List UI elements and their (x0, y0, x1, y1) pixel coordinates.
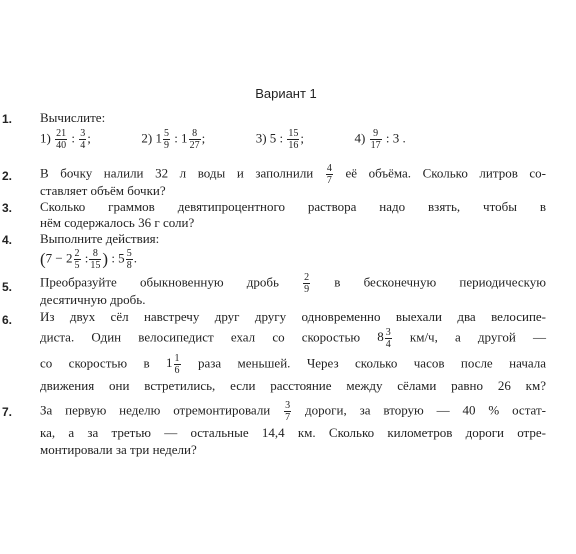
problem-number: 5. (2, 280, 13, 294)
problem-1-items: 1) $\frac{21}{40}$ : $\frac{3}{4}$ ; 2) 1 $\frac{5}{9}$ : 1 $\frac{8}{27}$ ; 3) 5 : $\frac{15}{16}$ ; 4) $\frac{9}{17}$ : 3 . (40, 128, 406, 151)
problem-number: 3. (2, 201, 13, 215)
problem-number: 2. (2, 169, 13, 183)
fraction: $\frac{2}{5}$ (74, 248, 80, 271)
fraction: $\frac{21}{40}$ (56, 128, 67, 151)
problem-text: ка, а за третью — остальные 14,4 км. Сколько километров дороги отре- (40, 425, 546, 440)
problem-number: 4. (2, 233, 13, 247)
problem-text: Выполните действия: (40, 231, 160, 246)
fraction: $\frac{5}{8}$ (126, 248, 132, 271)
fraction: $\frac{8}{15}$ (90, 248, 101, 271)
fraction: $\frac{2}{9}$ (304, 272, 310, 295)
page-title: Вариант 1 (255, 86, 317, 101)
mixed-number: 8 $\frac{3}{4}$ (377, 327, 391, 350)
item-label: 4) (354, 130, 366, 146)
fraction: $\frac{5}{9}$ (163, 128, 169, 151)
problem-text: движения они встретились, если расстояние между сёлами равно 26 км? (40, 378, 546, 393)
problem-number: 1. (2, 112, 13, 126)
fraction: $\frac{3}{4}$ (80, 128, 86, 151)
problem-text: Вычислите: (40, 110, 106, 125)
fraction: $\frac{3}{7}$ (285, 400, 291, 423)
problem-text: За первую неделю отремонтировали $\frac{3}{7}$ дороги, за вторую — 40 % остат- (40, 400, 546, 423)
item-label: 1) (40, 130, 51, 146)
fraction: $\frac{9}{17}$ (370, 128, 381, 151)
problem-text: В бочку налили 32 л воды и заполнили $\frac{4}{7}$ её объёма. Сколько литров со- (40, 163, 547, 186)
item-label: 3) (255, 130, 267, 146)
problem-number: 7. (2, 405, 13, 419)
problem-text: диста. Один велосипедист ехал со скоростью 8 $\frac{3}{4}$ км/ч, а другой — (40, 327, 546, 350)
fraction: $\frac{4}{7}$ (326, 163, 332, 186)
problem-text: ставляет объём бочки? (40, 183, 166, 198)
problem-text: Из двух сёл навстречу друг другу одновременно выехали два велосипе- (40, 309, 546, 324)
problem-text: со скоростью в 1 $\frac{1}{6}$ раза меньшей. Через сколько часов после начала (40, 353, 547, 376)
problem-number: 6. (2, 313, 13, 327)
problem-text: Сколько граммов девятипроцентного раствора надо взять, чтобы в (40, 199, 546, 214)
fraction: $\frac{15}{16}$ (288, 128, 299, 151)
fraction: $\frac{8}{27}$ (189, 128, 200, 151)
problem-text: Преобразуйте обыкновенную дробь $\frac{2}{9}$ в бесконечную периодическую (40, 272, 546, 295)
item-label: 2) (141, 130, 153, 146)
problem-text: нём содержалось 36 г соли? (40, 215, 195, 230)
problem-text: монтировали за три недели? (40, 442, 197, 457)
problem-text: десятичную дробь. (40, 292, 146, 307)
expression: (7 − 2 $\frac{2}{5}$ : $\frac{8}{15}$ ) : 5 $\frac{5}{8}$ . (40, 248, 137, 271)
mixed-number: 1 $\frac{1}{6}$ (166, 353, 180, 376)
